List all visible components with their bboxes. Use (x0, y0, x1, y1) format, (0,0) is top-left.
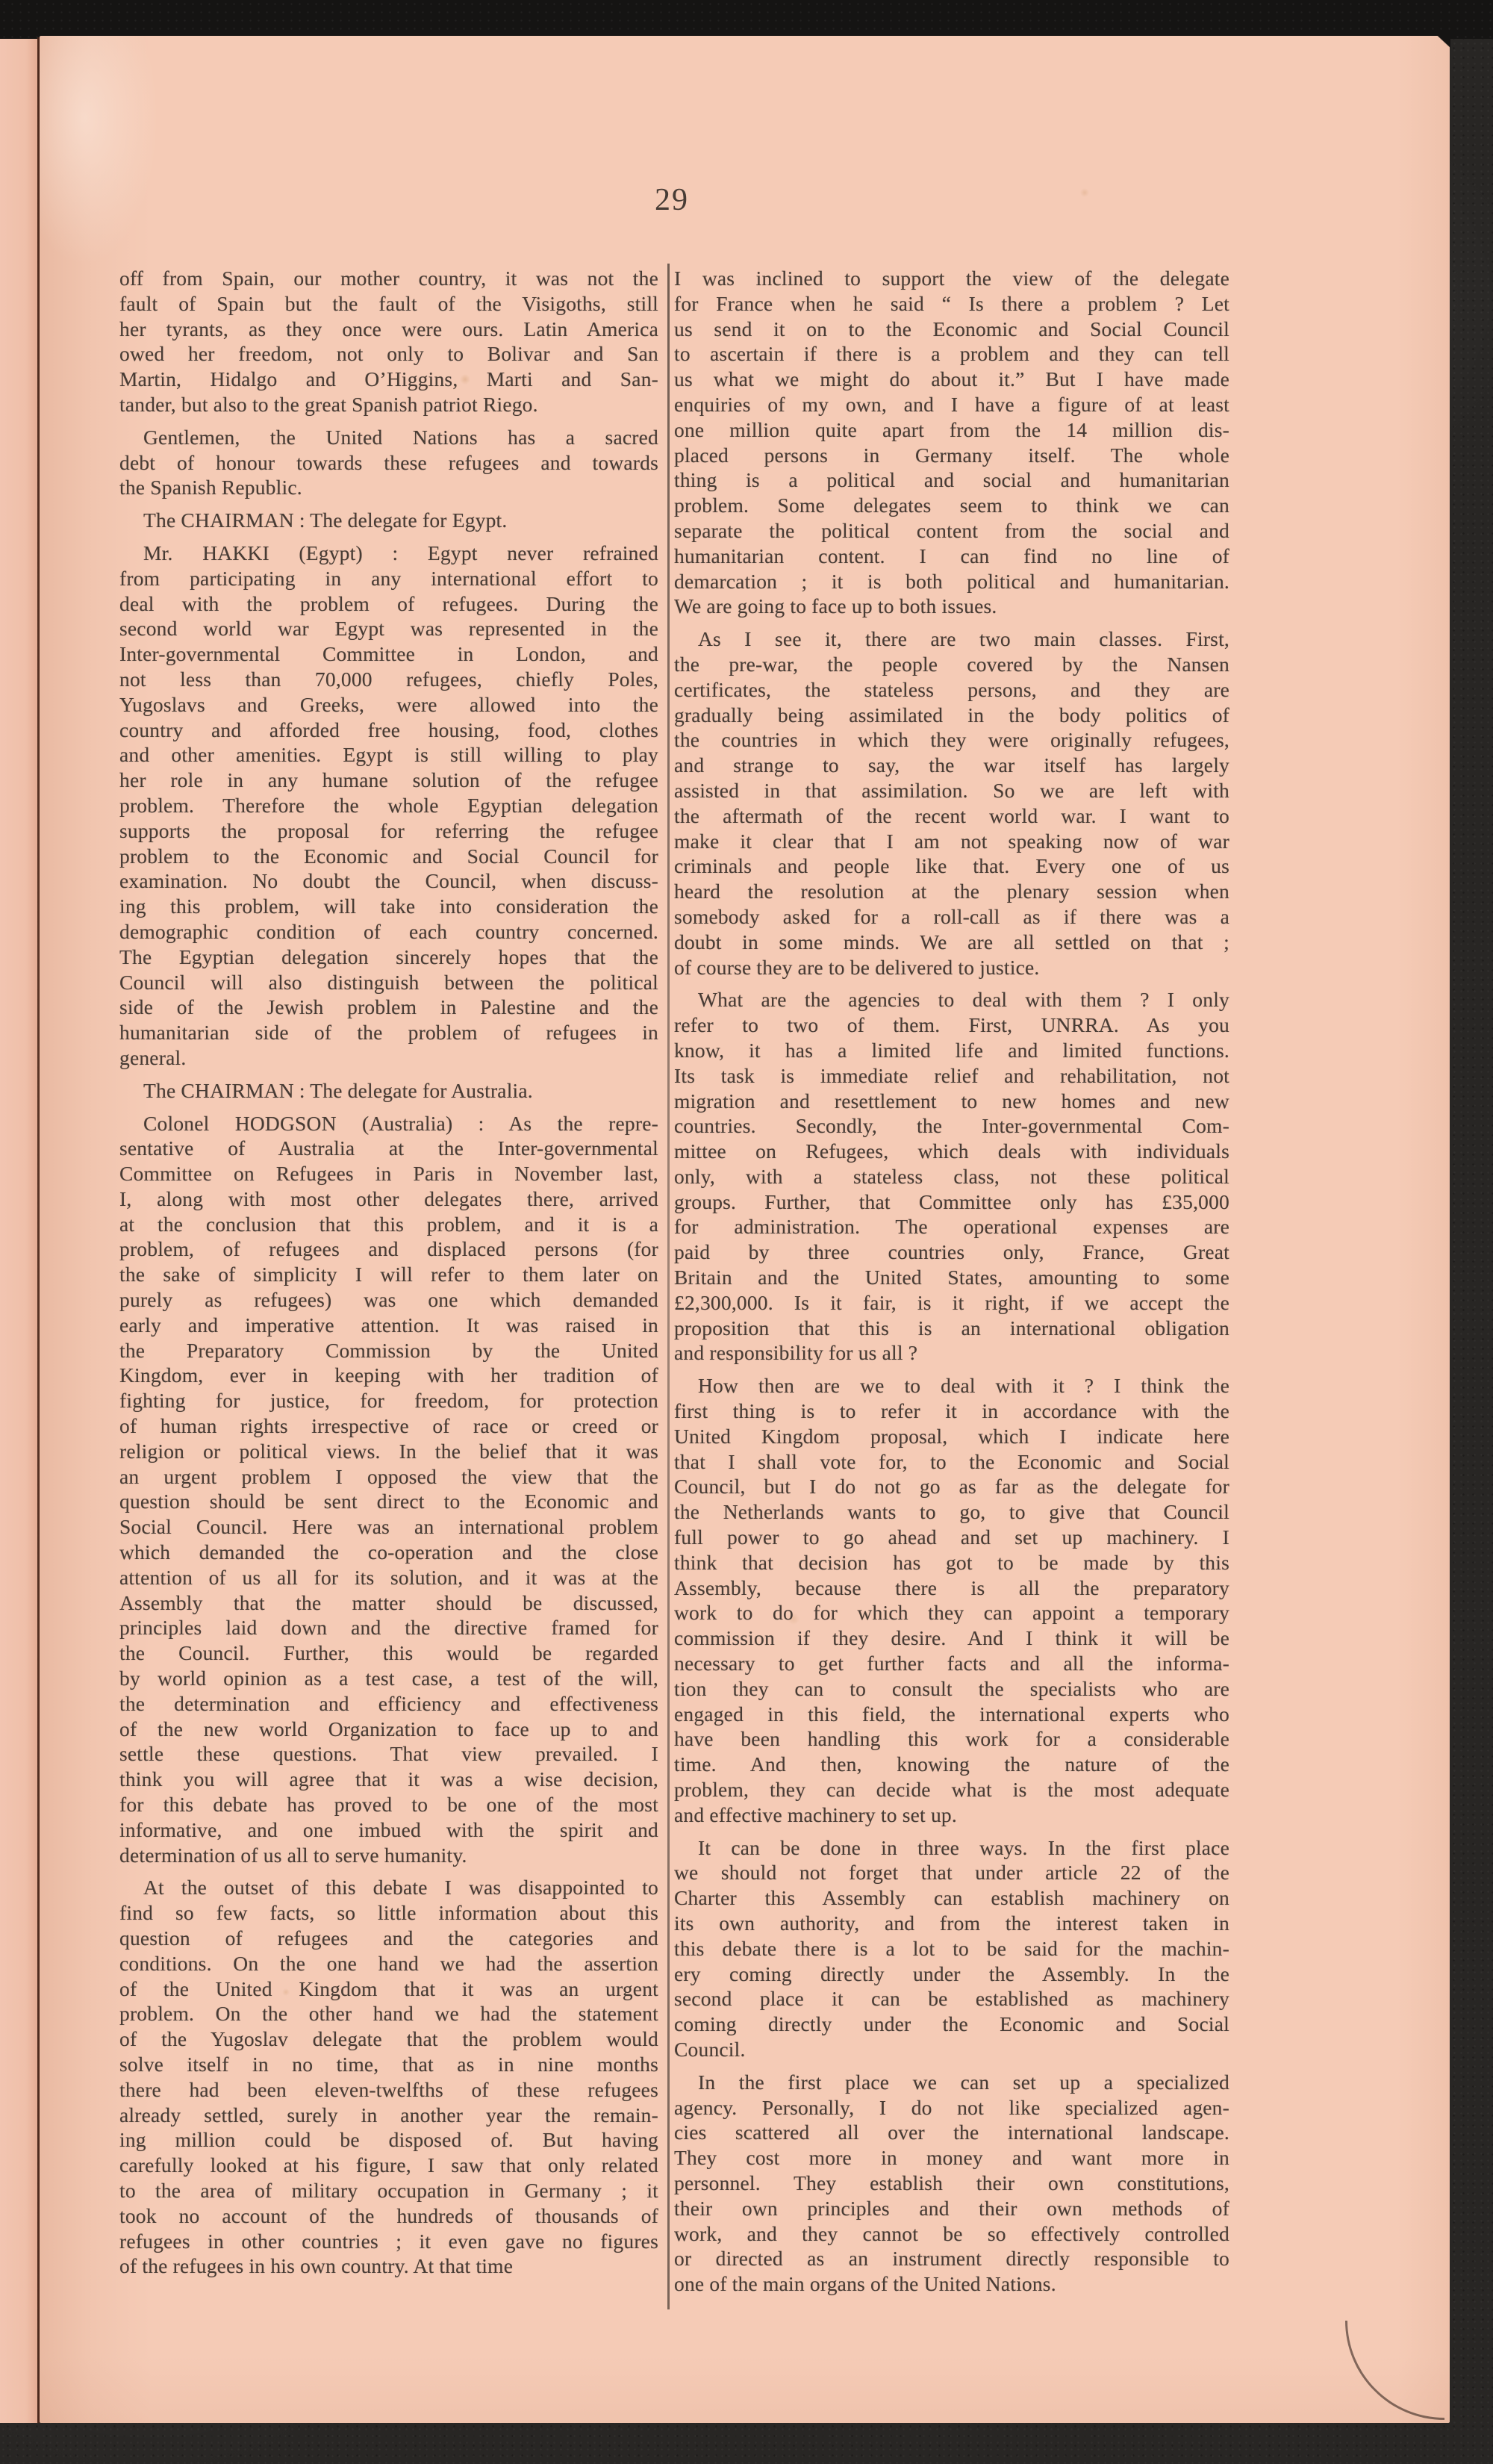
text-line: the pre-war, the people covered by the Nansen (674, 652, 1229, 676)
text-line: and responsibility for us all ? (674, 1341, 918, 1365)
text-line: the determination and efficiency and effectiveness (119, 1691, 658, 1715)
text-line: principles laid down and the directive framed for (119, 1616, 658, 1640)
text-line: question of refugees and the categories and (119, 1926, 658, 1950)
text-line: owed her freedom, not only to Bolivar and San (119, 342, 658, 366)
text-line: tander, but also to the great Spanish patriot Riego. (119, 392, 538, 416)
text-line: informative, and one imbued with the spirit and (119, 1817, 658, 1841)
text-line: Inter-governmental Committee in London, and (119, 642, 658, 666)
text-line: migration and resettlement to new homes and new (674, 1089, 1229, 1113)
text-line: of the Yugoslav delegate that the problem would (119, 2027, 658, 2051)
text-line: Social Council. Here was an international problem (119, 1515, 658, 1539)
text-line: mittee on Refugees, which deals with individuals (674, 1139, 1229, 1163)
paragraph (119, 1078, 658, 1104)
text-line: by world opinion as a test case, a test of the will, (119, 1667, 658, 1690)
text-line: supports the proposal for referring the refugee (119, 818, 658, 842)
text-line: demarcation ; it is both political and humanitarian. (674, 569, 1229, 593)
text-line: Martin, Hidalgo and O’Higgins, Marti and San- (119, 367, 658, 391)
text-line: and other amenities. Egypt is still willing to play (119, 743, 658, 767)
text-line: her tyrants, as they once were ours. Latin America (119, 317, 658, 340)
text-line: Committee on Refugees in Paris in November last, (119, 1162, 658, 1186)
text-line: refer to two of them. First, UNRRA. As you (674, 1013, 1229, 1037)
text-line: What are the agencies to deal with them ? I only (698, 988, 1229, 1012)
text-line: first thing is to refer it in accordance with the (674, 1399, 1229, 1423)
text-line: criminals and people like that. Every one of us (674, 854, 1229, 878)
text-line: At the outset of this debate I was disappointed to (143, 1876, 658, 1900)
text-line: purely as refugees) was one which demanded (119, 1288, 658, 1312)
text-line: cies scattered all over the international landscape. (674, 2121, 1229, 2144)
text-line: problem, of refugees and displaced persons (for (119, 1237, 658, 1261)
text-line: question should be sent direct to the Economic and (119, 1490, 658, 1513)
text-line: its own authority, and from the interest taken in (674, 1911, 1229, 1935)
text-line: somebody asked for a roll-call as if there was a (674, 904, 1229, 928)
text-line: make it clear that I am not speaking now of war (674, 829, 1229, 853)
text-line: In the first place we can set up a specialized (698, 2070, 1229, 2094)
text-line: we should not forget that under article 22 of the (674, 1861, 1229, 1885)
text-line: one million quite apart from the 14 million dis- (674, 417, 1229, 441)
facing-page-edge (0, 39, 37, 2423)
book-page (40, 36, 1450, 2423)
text-line: Colonel HODGSON (Australia) : As the repre- (143, 1111, 658, 1135)
text-line: and effective machinery to set up. (674, 1802, 957, 1826)
text-line: It can be done in three ways. In the first place (698, 1835, 1229, 1859)
text-line: fault of Spain but the fault of the Visigoths, still (119, 291, 658, 315)
text-line: Yugoslavs and Greeks, were allowed into the (119, 692, 658, 716)
text-line: The CHAIRMAN : The delegate for Australia. (143, 1078, 533, 1102)
text-line: necessary to get further facts and all the informa- (674, 1652, 1229, 1676)
text-line: certificates, the stateless persons, and they are (674, 677, 1229, 701)
text-line: agency. Personally, I do not like specialized agen- (674, 2095, 1229, 2119)
text-line: Assembly, because there is all the preparatory (674, 1575, 1229, 1599)
paragraph (119, 541, 658, 1071)
text-line: second world war Egypt was represented in the (119, 617, 658, 641)
text-line: the Spanish Republic. (119, 476, 302, 500)
text-line: heard the resolution at the plenary session when (674, 880, 1229, 903)
text-line: us what we might do about it.” But I have made (674, 367, 1229, 391)
text-line: I was inclined to support the view of the delegate (674, 267, 1229, 290)
text-line: ery coming directly under the Assembly. In the (674, 1961, 1229, 1985)
text-line: The Egyptian delegation sincerely hopes that the (119, 945, 658, 968)
text-line: of the new world Organization to face up to and (119, 1717, 658, 1740)
text-line: the Netherlands wants to go, to give that Council (674, 1500, 1229, 1524)
text-line: refugees in other countries ; it even gave no figures (119, 2229, 658, 2253)
paragraph (119, 508, 658, 533)
text-line: determination of us all to serve humanity. (119, 1843, 467, 1867)
text-line: enquiries of my own, and I have a figure of at least (674, 392, 1229, 416)
text-line: humanitarian content. I can find no line of (674, 544, 1229, 567)
paragraph (674, 987, 1229, 1366)
text-line: Its task is immediate relief and rehabilitation, not (674, 1063, 1229, 1087)
text-line: only, with a stateless class, not these political (674, 1164, 1229, 1188)
text-line: the countries in which they were originally refugees, (674, 728, 1229, 752)
page-corner-fold (1421, 35, 1450, 60)
text-line: commission if they desire. And I think it will be (674, 1626, 1229, 1650)
text-line: Mr. HAKKI (Egypt) : Egypt never refrained (143, 541, 658, 564)
text-line: personnel. They establish their own constitutions, (674, 2171, 1229, 2194)
text-line: I, along with most other delegates there, arrived (119, 1186, 658, 1210)
text-line: general. (119, 1045, 187, 1069)
text-line: second place it can be established as machinery (674, 1987, 1229, 2011)
text-line: find so few facts, so little information about this (119, 1901, 658, 1925)
text-line: or directed as an instrument directly responsible to (674, 2247, 1229, 2271)
text-line: The CHAIRMAN : The delegate for Egypt. (143, 508, 508, 532)
text-line: carefully looked at his figure, I saw that only related (119, 2153, 658, 2177)
text-line: time. And then, knowing the nature of the (674, 1752, 1229, 1776)
text-line: that I shall vote for, to the Economic and Social (674, 1449, 1229, 1473)
text-line: an urgent problem I opposed the view that the (119, 1464, 658, 1488)
text-line: groups. Further, that Committee only has £35,000 (674, 1189, 1229, 1213)
text-line: one of the main organs of the United Nations. (674, 2272, 1056, 2296)
text-line: of the United Kingdom that it was an urgent (119, 1976, 658, 2000)
text-line: country and afforded free housing, food, clothes (119, 718, 658, 741)
text-line: As I see it, there are two main classes. First, (698, 627, 1229, 651)
text-line: to ascertain if there is a problem and they can tell (674, 342, 1229, 366)
text-line: fighting for justice, for freedom, for protection (119, 1389, 658, 1413)
text-line: Kingdom, ever in keeping with her tradition of (119, 1363, 658, 1387)
text-line: the Preparatory Commission by the United (119, 1338, 658, 1362)
text-line: the Council. Further, this would be regarded (119, 1641, 658, 1665)
text-line: engaged in this field, the international experts who (674, 1702, 1229, 1726)
text-line: Council. (674, 2037, 746, 2061)
text-line: this debate there is a lot to be said for the machin- (674, 1936, 1229, 1960)
text-line: her role in any humane solution of the refugee (119, 768, 658, 792)
text-line: coming directly under the Economic and Social (674, 2012, 1229, 2036)
text-line: the aftermath of the recent world war. I want to (674, 803, 1229, 827)
text-line: there had been eleven-twelfths of these refugees (119, 2077, 658, 2101)
right-text-column (674, 266, 1229, 2297)
text-line: Assembly that the matter should be discussed, (119, 1590, 658, 1614)
text-line: full power to go ahead and set up machinery. I (674, 1525, 1229, 1549)
text-line: not less than 70,000 refugees, chiefly Poles, (119, 667, 658, 691)
text-line: from participating in any international effort to (119, 566, 658, 590)
text-line: demographic condition of each country concerned. (119, 919, 658, 943)
text-line: of course they are to be delivered to justice. (674, 955, 1040, 979)
text-line: problem. Some delegates seem to think we can (674, 494, 1229, 517)
text-line: United Kingdom proposal, which I indicate here (674, 1424, 1229, 1448)
paragraph (674, 626, 1229, 980)
text-line: separate the political content from the social and (674, 518, 1229, 542)
page-number: 29 (655, 183, 689, 217)
text-line: assisted in that assimilation. So we are left with (674, 778, 1229, 802)
text-line: How then are we to deal with it ? I think the (698, 1374, 1229, 1398)
paragraph (119, 266, 658, 417)
text-line: to the area of military occupation in Germany ; it (119, 2178, 658, 2202)
text-line: think you will agree that it was a wise decision, (119, 1767, 658, 1791)
text-line: proposition that this is an international obligation (674, 1316, 1229, 1340)
text-line: paid by three countries only, France, Great (674, 1240, 1229, 1264)
column-divider-rule (667, 264, 670, 2309)
text-line: religion or political views. In the belief that it was (119, 1439, 658, 1463)
text-line: We are going to face up to both issues. (674, 594, 997, 618)
text-line: work, and they cannot be so effectively controlled (674, 2221, 1229, 2245)
text-line: Council will also distinguish between the political (119, 970, 658, 994)
text-line: deal with the problem of refugees. During the (119, 591, 658, 615)
paragraph (674, 2070, 1229, 2297)
text-line: thing is a political and social and humanitarian (674, 468, 1229, 492)
text-line: early and imperative attention. It was raised in (119, 1313, 658, 1337)
paragraph (674, 1835, 1229, 2062)
text-line: They cost more in money and want more in (674, 2146, 1229, 2170)
background-top-band (0, 0, 1493, 39)
text-line: took no account of the hundreds of thousands of (119, 2203, 658, 2227)
text-line: sentative of Australia at the Inter-governmental (119, 1136, 658, 1160)
text-line: attention of us all for its solution, and it was at the (119, 1565, 658, 1589)
text-line: their own principles and their own methods of (674, 2196, 1229, 2220)
text-line: placed persons in Germany itself. The whole (674, 443, 1229, 467)
paragraph (119, 1875, 658, 2279)
text-line: Gentlemen, the United Nations has a sacred (143, 425, 658, 449)
text-line: think that decision has got to be made by this (674, 1550, 1229, 1574)
text-line: already settled, surely in another year the remain- (119, 2103, 658, 2127)
text-line: us send it on to the Economic and Social Council (674, 317, 1229, 340)
text-line: gradually being assimilated in the body politics of (674, 703, 1229, 727)
text-line: tion they can to consult the specialists who are (674, 1676, 1229, 1700)
paragraph (674, 266, 1229, 619)
text-line: know, it has a limited life and limited functions. (674, 1038, 1229, 1062)
text-line: ing million could be disposed of. But having (119, 2128, 658, 2152)
text-line: examination. No doubt the Council, when discuss- (119, 869, 658, 893)
text-line: off from Spain, our mother country, it was not the (119, 267, 658, 290)
text-line: of the refugees in his own country. At that time (119, 2254, 514, 2278)
text-line: of human rights irrespective of race or creed or (119, 1414, 658, 1438)
text-line: £2,300,000. Is it fair, is it right, if we accept the (674, 1290, 1229, 1314)
text-line: work to do for which they can appoint a temporary (674, 1601, 1229, 1625)
text-line: solve itself in no time, that as in nine months (119, 2052, 658, 2076)
text-line: for this debate has proved to be one of the most (119, 1793, 658, 1817)
text-line: problem to the Economic and Social Council for (119, 844, 658, 868)
paragraph (674, 1373, 1229, 1827)
text-line: Britain and the United States, amounting to some (674, 1266, 1229, 1289)
text-line: for France when he said “ Is there a problem ? Let (674, 291, 1229, 315)
text-line: have been handling this work for a considerable (674, 1727, 1229, 1751)
text-line: settle these questions. That view prevailed. I (119, 1742, 658, 1766)
paragraph (119, 1111, 658, 1868)
text-line: humanitarian side of the problem of refugees in (119, 1021, 658, 1045)
text-line: conditions. On the one hand we had the assertion (119, 1951, 658, 1975)
text-line: at the conclusion that this problem, and it is a (119, 1212, 658, 1236)
text-line: problem. On the other hand we had the statement (119, 2002, 658, 2026)
text-line: countries. Secondly, the Inter-governmental Com- (674, 1114, 1229, 1138)
text-line: side of the Jewish problem in Palestine and the (119, 995, 658, 1019)
text-line: doubt in some minds. We are all settled on that ; (674, 930, 1229, 953)
text-line: which demanded the co-operation and the close (119, 1540, 658, 1564)
text-line: debt of honour towards these refugees and towards (119, 450, 658, 474)
text-line: problem, they can decide what is the most adequate (674, 1778, 1229, 1802)
text-line: and strange to say, the war itself has largely (674, 753, 1229, 777)
text-line: Council, but I do not go as far as the delegate for (674, 1475, 1229, 1499)
text-line: problem. Therefore the whole Egyptian delegation (119, 793, 658, 817)
text-line: ing this problem, will take into consideration the (119, 895, 658, 918)
text-line: the sake of simplicity I will refer to them later on (119, 1263, 658, 1287)
left-text-column (119, 266, 658, 2279)
text-line: for administration. The operational expenses are (674, 1215, 1229, 1239)
paragraph (119, 425, 658, 500)
text-line: Charter this Assembly can establish machinery on (674, 1886, 1229, 1910)
